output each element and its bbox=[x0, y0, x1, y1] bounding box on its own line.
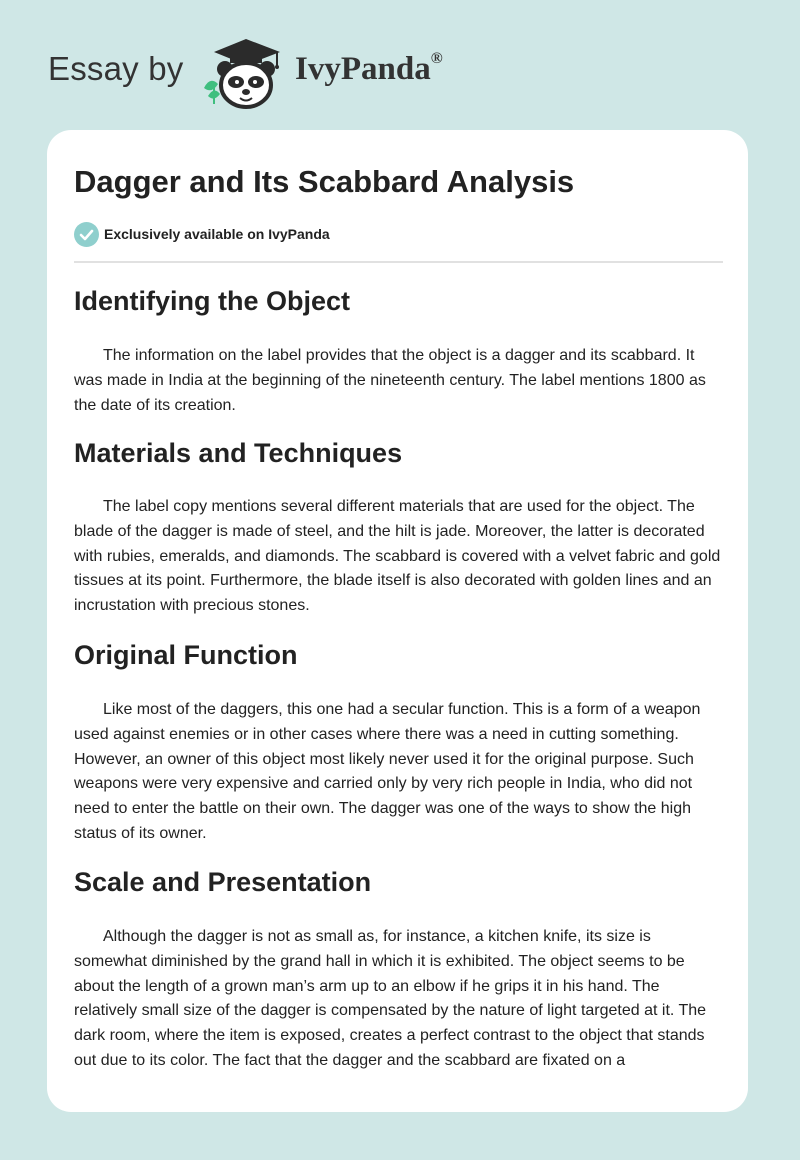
exclusive-badge bbox=[74, 221, 330, 247]
exclusive-badge-label: Exclusively available on IvyPanda bbox=[104, 226, 330, 242]
panda-graduate-icon[interactable] bbox=[200, 36, 292, 110]
section-heading-function: Original Function bbox=[74, 640, 298, 670]
section-paragraph-function: Like most of the daggers, this one had a secular function. This is a form of a weapon used against enemies or in other cases where there was a need in cutting something. However, an owner of this object most likely never used it for the original purpose. Such weapons were very expensive and carried only by very rich people in India, who did not need to enter the battle on their own. The dagger was one of the ways to show the high status of its owner. bbox=[74, 701, 701, 842]
section-paragraph-scale: Although the dagger is not as small as, for instance, a kitchen knife, its size is somewhat diminished by the grand hall in which it is exhibited. The object seems to be about the length of a grown man’s arm up to an elbow if he grips it in his hand. The relatively small size of the dagger is compensated by the nature of light targeted at it. The dark room, where the item is exposed, creates a perfect contrast to the object that stands out due to its color. The fact that the dagger and the scabbard are fixated on a bbox=[74, 928, 707, 1069]
article-card bbox=[47, 130, 748, 1112]
section-paragraph-materials: The label copy mentions several different materials that are used for the object. The blade of the dagger is made of steel, and the hilt is jade. Moreover, the latter is decorated with rubies, emeralds, and diamonds. The scabbard is covered with a velvet fabric and gold tissues at its point. Furthermore, the blade itself is also decorated with golden lines and an incrustation with precious stones. bbox=[74, 498, 721, 615]
essay-by-label: Essay by bbox=[48, 50, 184, 87]
brand-name: IvyPanda bbox=[295, 51, 431, 87]
section-heading-scale: Scale and Presentation bbox=[74, 867, 372, 897]
checkmark-icon bbox=[74, 222, 99, 247]
site-header bbox=[0, 0, 800, 130]
page-title: Dagger and Its Scabbard Analysis bbox=[74, 164, 575, 199]
section-paragraph-identifying: The information on the label provides that the object is a dagger and its scabbard. It was made in India at the beginning of the nineteenth century. The label mentions 1800 as the date of its creation. bbox=[74, 347, 706, 414]
brand-logo-text[interactable] bbox=[295, 51, 443, 88]
section-heading-materials: Materials and Techniques bbox=[74, 438, 403, 468]
section-heading-identifying: Identifying the Object bbox=[74, 286, 351, 316]
divider bbox=[74, 261, 723, 263]
registered-mark: ® bbox=[430, 50, 443, 67]
